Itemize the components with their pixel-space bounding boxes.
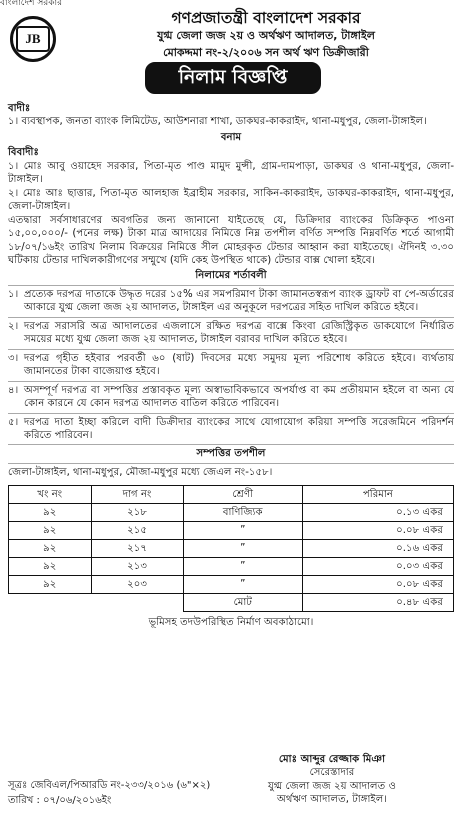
notice-body (8, 100, 454, 630)
court-name: যুগ্ম জেলা জজ ২য় ও অর্থঋণ আদালত, টাঙ্গাইল (157, 29, 375, 42)
table-cell: ০.০৮ একর (302, 522, 453, 540)
table-row (9, 576, 454, 594)
plaintiff-label: বাদীঃ (8, 103, 31, 114)
table-cell: ২১৮ (91, 504, 183, 522)
logo-mark: JB (16, 26, 50, 52)
bank-logo (10, 16, 56, 62)
table-cell: ০.১৩ একর (302, 504, 453, 522)
empty-cell (91, 594, 183, 612)
table-row (9, 522, 454, 540)
table-row (9, 558, 454, 576)
table-cell: ২১৩ (91, 558, 183, 576)
condition-text: অসম্পূর্ণ দরপত্র বা সম্পত্তির প্রস্তাবকৃত মূল্য অস্বাভাবিকভাবে অপর্যাপ্ত বা কম প্রতীয়মান হইলে বা অন্য যে কোন কারনে যে কোন দরপত্র আদালত বাতিল করিতে পারিবেন। (24, 384, 454, 410)
table-cell: ৯২ (9, 540, 92, 558)
condition-number: ৫। (8, 416, 19, 428)
table-cell: ” (183, 540, 302, 558)
top-clip-text: বাংলাদেশ সরকার (0, 0, 63, 6)
plaintiff-text: ১। ব্যবস্থাপক, জনতা ব্যাংক লিমিটেড, আউশনারা শাখা, ডাকঘর-কাকরাইদ, থানা-মধুপুর, জেলা-টাঙ্গাইল। (8, 116, 427, 128)
total-value: ০.৪৮ একর (302, 594, 453, 612)
table-cell: ৯২ (9, 558, 92, 576)
signatory-name: মোঃ আব্দুর রেজ্জাক মিঞা (278, 754, 386, 765)
table-row (9, 504, 454, 522)
case-number: মোকদ্দমা নং-২/২০০৬ সন অর্থ ঋণ ডিক্রীজারী (163, 46, 369, 59)
table-cell: ২১৫ (91, 522, 183, 540)
condition-item (8, 381, 454, 413)
column-header: শ্রেণী (183, 486, 302, 504)
column-header: দাগ নং (91, 486, 183, 504)
table-cell: ০.১৬ একর (302, 540, 453, 558)
notice-page (0, 6, 462, 831)
table-cell: ৯২ (9, 522, 92, 540)
auction-notice-banner: নিলাম বিজ্ঞপ্তি (145, 62, 321, 94)
table-cell: ০.০৮ একর (302, 576, 453, 594)
condition-number: ৩। (8, 352, 19, 364)
defendant-item: ২। মোঃ আঃ ছাত্তার, পিতা-মৃত আলহাজ ইব্রাহীম সরকার, সাকিন-কাকরাইদ, ডাকঘর-কাকরাইদ, থানা-মধুপুর, জেলা-টাঙ্গাইল। (8, 187, 454, 213)
condition-number: ১। (8, 288, 19, 300)
table-cell: ” (183, 522, 302, 540)
column-header: খং নং (9, 486, 92, 504)
condition-text: দরপত্র সরাসরি অত্র আদালতের এজলাসে রক্ষিত দরপত্র বাক্সে কিংবা রেজিস্ট্রিকৃত ডাকযোগে নির্ধারিত সময়ের মধ্যে যুগ্ম জেলা জজ ২য় আদালত, টাঙ্গাইল বরাবর দাখিল করিতে হইবে। (24, 320, 454, 346)
table-cell: ০.০৩ একর (302, 558, 453, 576)
defendant-label: বিবাদীঃ (8, 147, 39, 159)
table-header-row (9, 486, 454, 504)
condition-text: প্রত্যেক দরপত্র দাতাকে উদ্ধৃত দরের ১৫% এর সমপরিমাণ টাকা জামানতস্বরূপ ব্যাংক ড্রাফট বা পে-অর্ডারের আকারে যুগ্ম জেলা জজ ২য় আদালত, টাঙ্গাইল এর অনুকূলে দরপত্রের সহিত দাখিল করিতে হইবে। (24, 288, 454, 314)
signatory-office: যুগ্ম জেলা জজ ২য় আদালত ও (267, 780, 397, 792)
condition-number: ২। (8, 320, 19, 332)
government-title: গণপ্রজাতন্ত্রী বাংলাদেশ সরকার (171, 9, 361, 27)
property-schedule-table (8, 485, 454, 612)
column-header: পরিমান (302, 486, 453, 504)
schedule-note: ভূমিসহ তদউপরিস্থিত নির্মাণ অবকাঠামো। (148, 617, 314, 629)
signatory-office: অর্থঋণ আদালত, টাঙ্গাইল। (277, 793, 387, 805)
notice-header (0, 6, 462, 89)
table-cell: ৯২ (9, 504, 92, 522)
condition-item (8, 285, 454, 317)
table-cell: ২১৭ (91, 540, 183, 558)
reference-block (8, 778, 210, 808)
condition-item (8, 413, 454, 446)
condition-item (8, 317, 454, 349)
reference-date: তারিখ : ০৭/০৬/২০১৬ইং (8, 795, 112, 806)
versus-heading: বনাম (220, 131, 242, 143)
table-cell: ২০৩ (91, 576, 183, 594)
signatory-title: সেরেস্তাদার (309, 767, 355, 779)
table-cell: ৯২ (9, 576, 92, 594)
table-cell: বাণিজ্যিক (183, 504, 302, 522)
empty-cell (9, 594, 92, 612)
signature-block (212, 753, 452, 806)
table-cell: ” (183, 558, 302, 576)
table-total-row (9, 594, 454, 612)
reference-number: সূত্রঃ জেবিএল/পিআরডি নং-২৩৩/২০১৬ (৬"×২) (8, 780, 211, 791)
conditions-heading: নিলামের শর্তাবলী (195, 270, 267, 282)
condition-text: দরপত্র দাতা ইচ্ছা করিলে বাদী ডিক্রীদার ব্যাংকের সাথে যোগাযোগ করিয়া সম্পত্তি সরেজমিনে পরিদর্শন করিতে পারিবেন। (24, 416, 454, 441)
notice-paragraph: এতদ্বারা সর্বসাধারণের অবগতির জন্য জানানো যাইতেছে যে, ডিক্রিদার ব্যাংকের ডিক্রিকৃত পাওনা ১৫,০০,০০০/- (পনের লক্ষ) টাকা মাত্র আদায়ের নিমিত্তে নিম্ন তপশীল বর্ণিত সম্পত্তি নিম্নবর্ণিত শর্তে আগামী ১৮/০৭/১৬ইং তারিখ নিলাম বিক্রয়ের নিমিত্তে সীল মোহরকৃত টেন্ডার আহ্বান করা যাইতেছে। ঐদিনই ৩.৩০ ঘটিকায় টেন্ডার দাখিলকারীগণের সম্মুখে (যদি কেহ উপস্থিত থাকে) টেন্ডার বাক্স খোলা হইবে। (8, 214, 454, 266)
total-label: মোট (183, 594, 302, 612)
property-location: জেলা-টাঙ্গাইল, থানা-মধুপুর, মৌজা-মধুপুর মধ্যে জেএল নং-১৫৮। (8, 463, 454, 481)
table-cell: ” (183, 576, 302, 594)
condition-number: ৪। (8, 384, 19, 396)
condition-item (8, 349, 454, 381)
schedule-heading: সম্পত্তির তপশীল (196, 448, 266, 460)
defendant-item: ১। মোঃ আবু ওয়াহেদ সরকার, পিতা-মৃত পাণ্ড মামুদ মুন্সী, গ্রাম-দামপাড়া, ডাকঘর ও থানা-মধুপুর, জেলা-টাঙ্গাইল। (8, 160, 454, 186)
condition-text: দরপত্র গৃহীত হইবার পরবর্তী ৬০ (ষাট) দিবসের মধ্যে সমুদয় মূল্য পরিশোধ করিতে হইবে। ব্যর্থতায় জামানতের টাকা বাজেয়াপ্ত হইবে। (24, 352, 454, 378)
conditions-list (8, 285, 454, 446)
table-row (9, 540, 454, 558)
